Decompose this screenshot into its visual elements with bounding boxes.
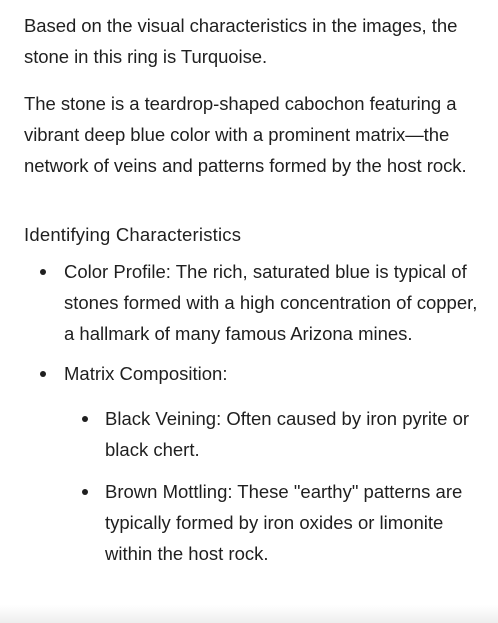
list-item-matrix-composition — [24, 358, 490, 569]
bullet-icon — [82, 416, 88, 422]
bullet-icon — [40, 269, 46, 275]
matrix-sub-list — [24, 403, 490, 569]
list-item-color-profile — [24, 256, 490, 349]
characteristics-list — [24, 256, 490, 569]
sub-list-item-black-veining — [24, 403, 490, 465]
sub-list-item-text: Brown Mottling: These "earthy" patterns are typically formed by iron oxides or limonite within the host rock. — [105, 481, 463, 564]
chat-response — [24, 10, 490, 580]
list-item-text: Matrix Composition: — [64, 363, 228, 384]
scroll-fade-overlay — [0, 605, 498, 623]
bullet-icon — [82, 489, 88, 495]
bullet-icon — [40, 371, 46, 377]
sub-list-item-text: Black Veining: Often caused by iron pyrite or black chert. — [105, 408, 470, 460]
intro-paragraph: Based on the visual characteristics in the images, the stone in this ring is Turquoise. — [24, 15, 458, 67]
section-heading: Identifying Characteristics — [24, 224, 242, 245]
list-item-text: Color Profile: The rich, saturated blue is typical of stones formed with a high concentration of copper, a hallmark of many famous Arizona mines. — [64, 261, 478, 344]
sub-list-item-brown-mottling — [24, 476, 490, 569]
description-paragraph: The stone is a teardrop-shaped cabochon featuring a vibrant deep blue color with a prominent matrix—the network of veins and patterns formed by the host rock. — [24, 93, 467, 176]
